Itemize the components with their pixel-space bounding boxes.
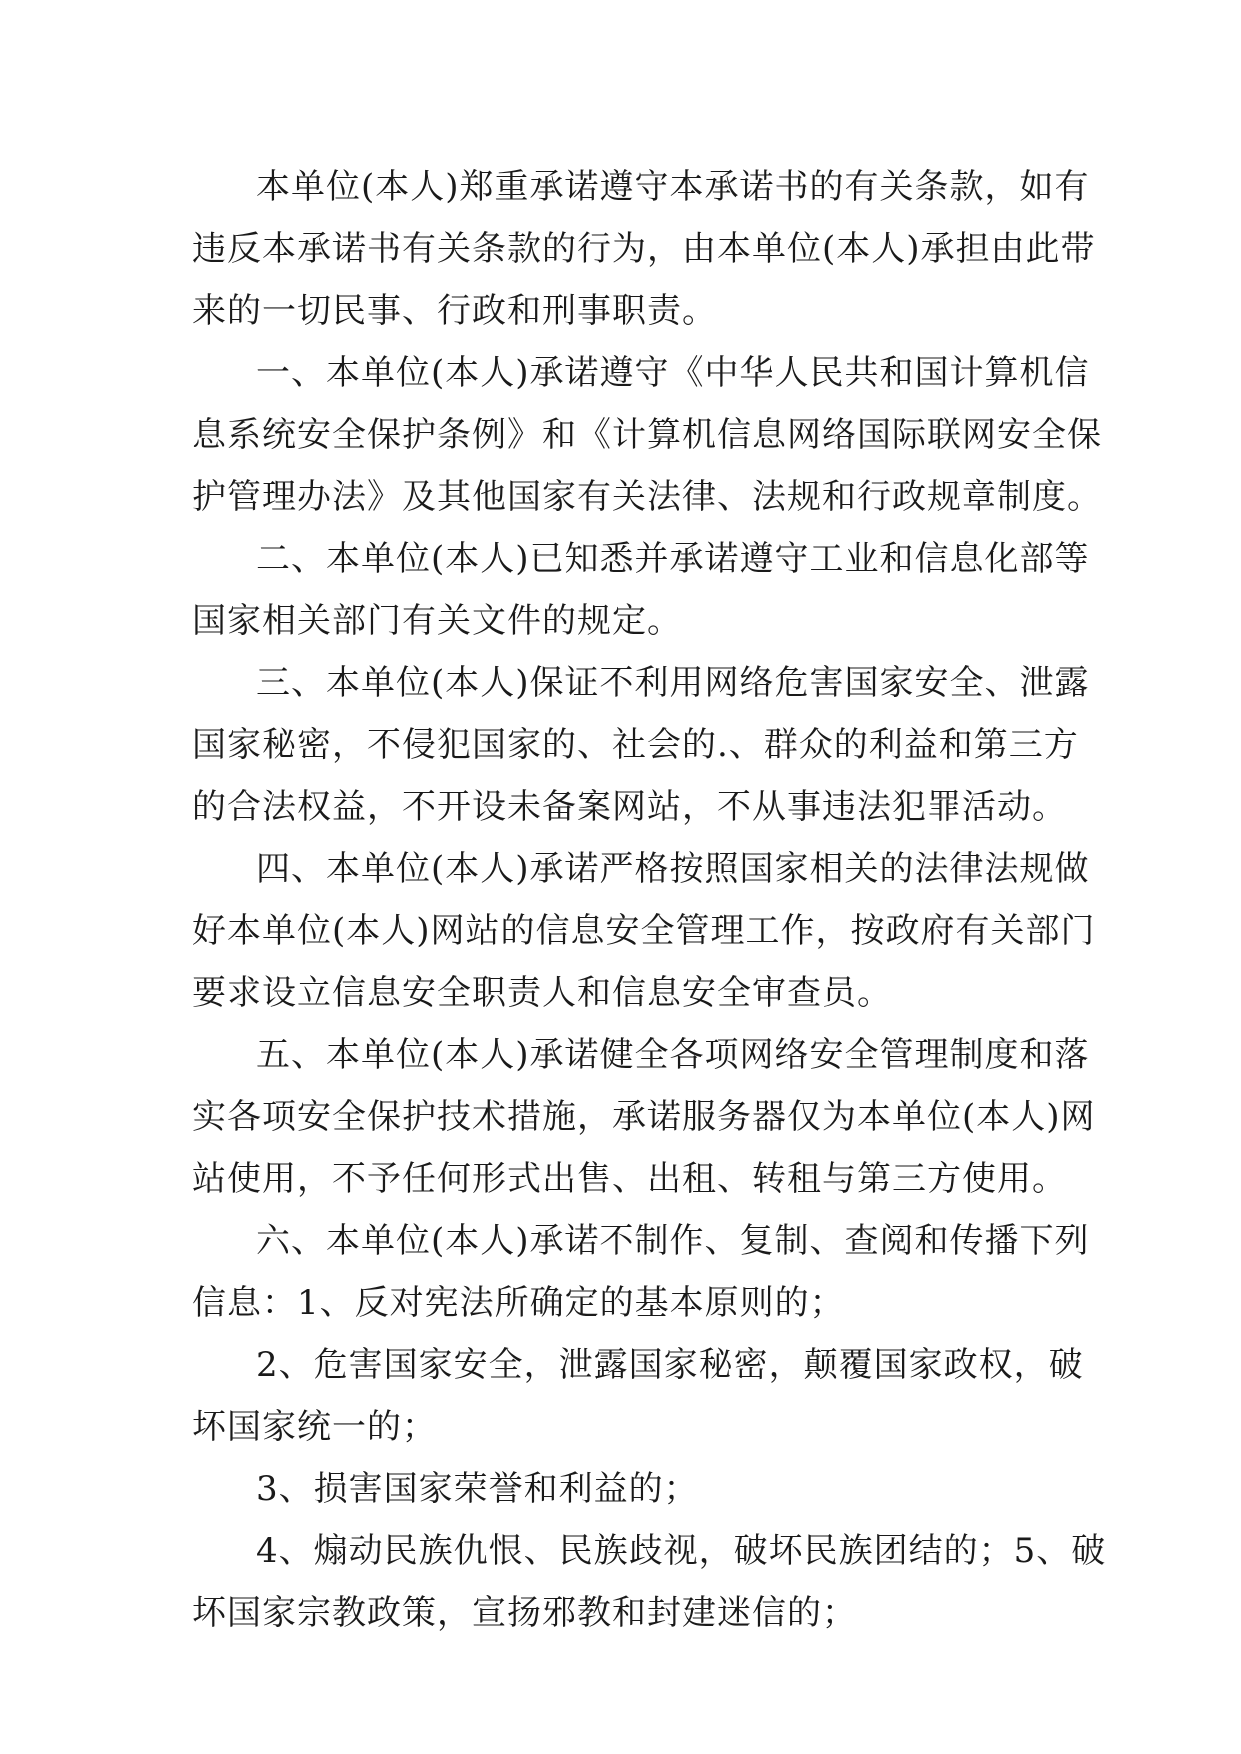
- text-line: 国家相关部门有关文件的规定。: [192, 601, 682, 641]
- text-line: 2、危害国家安全，泄露国家秘密，颠覆国家政权，破: [256, 1345, 1084, 1385]
- text-line: 的合法权益，不开设未备案网站，不从事违法犯罪活动。: [192, 787, 1067, 827]
- text-line: 息系统安全保护条例》和《计算机信息网络国际联网安全保: [192, 415, 1102, 455]
- text-line: 坏国家宗教政策，宣扬邪教和封建迷信的；: [192, 1593, 857, 1633]
- text-line: 护管理办法》及其他国家有关法律、法规和行政规章制度。: [192, 477, 1102, 517]
- text-line: 实各项安全保护技术措施，承诺服务器仅为本单位(本人)网: [192, 1097, 1096, 1137]
- text-line: 来的一切民事、行政和刑事职责。: [192, 291, 717, 331]
- text-line: 国家秘密，不侵犯国家的、社会的.、群众的利益和第三方: [192, 725, 1079, 765]
- text-line: 信息：1、反对宪法所确定的基本原则的；: [192, 1283, 845, 1323]
- text-line: 五、本单位(本人)承诺健全各项网络安全管理制度和落: [256, 1035, 1090, 1075]
- text-line: 好本单位(本人)网站的信息安全管理工作，按政府有关部门: [192, 911, 1096, 951]
- text-line: 本单位(本人)郑重承诺遵守本承诺书的有关条款，如有: [256, 167, 1090, 207]
- text-line: 六、本单位(本人)承诺不制作、复制、查阅和传播下列: [256, 1221, 1090, 1261]
- text-line: 四、本单位(本人)承诺严格按照国家相关的法律法规做: [256, 849, 1090, 889]
- text-line: 4、煽动民族仇恨、民族歧视，破坏民族团结的；5、破: [256, 1531, 1107, 1571]
- text-line: 要求设立信息安全职责人和信息安全审查员。: [192, 973, 892, 1013]
- text-line: 坏国家统一的；: [192, 1407, 437, 1447]
- text-line: 站使用，不予任何形式出售、出租、转租与第三方使用。: [192, 1159, 1067, 1199]
- text-line: 二、本单位(本人)已知悉并承诺遵守工业和信息化部等: [256, 539, 1090, 579]
- text-line: 一、本单位(本人)承诺遵守《中华人民共和国计算机信: [256, 353, 1090, 393]
- text-line: 违反本承诺书有关条款的行为，由本单位(本人)承担由此带: [192, 229, 1096, 269]
- text-line: 三、本单位(本人)保证不利用网络危害国家安全、泄露: [256, 663, 1090, 703]
- text-line: 3、损害国家荣誉和利益的；: [256, 1469, 699, 1509]
